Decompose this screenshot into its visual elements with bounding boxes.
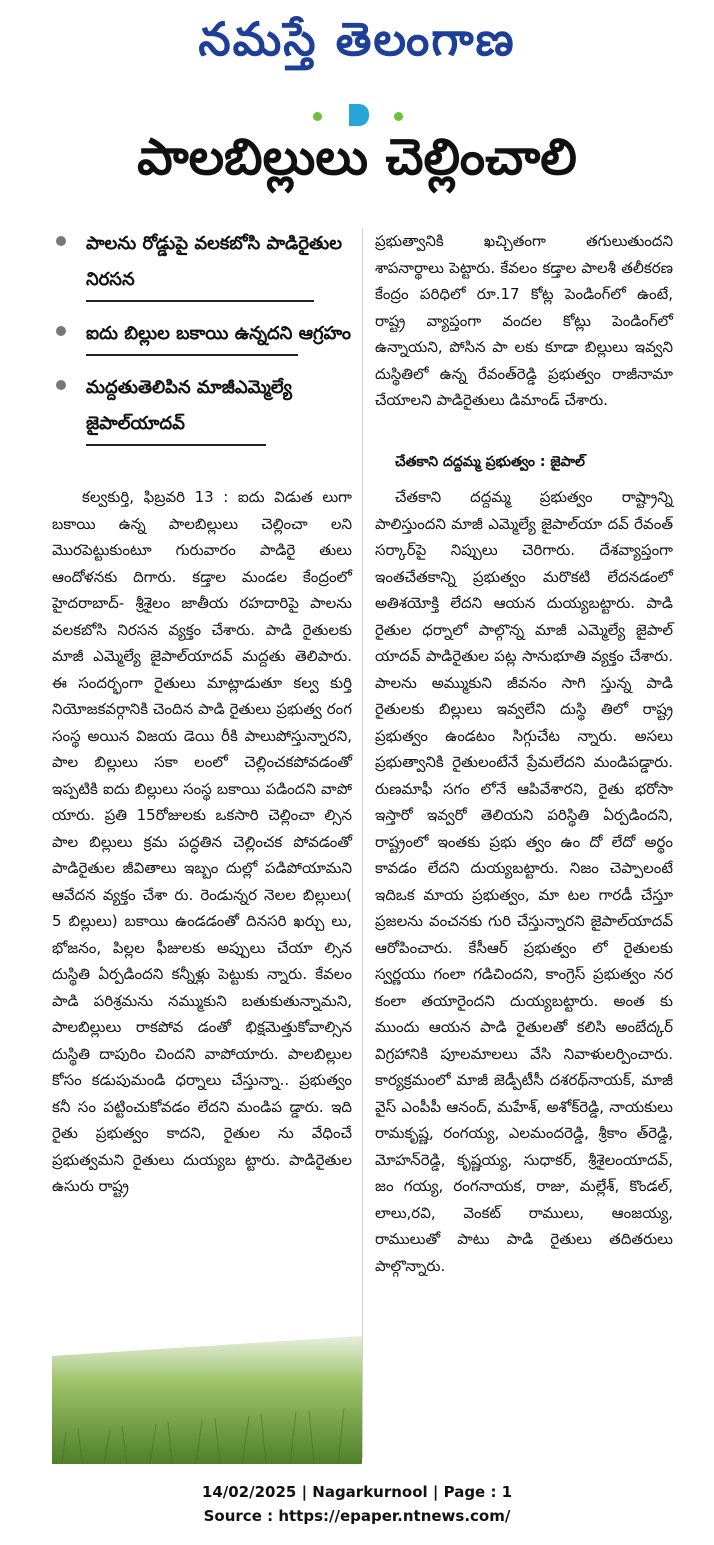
footer-source: Source : https://epaper.ntnews.com/ bbox=[203, 1507, 511, 1525]
ornament-divider bbox=[313, 104, 403, 128]
newspaper-title: నమస్తే తెలంగాణ bbox=[198, 12, 516, 66]
dot-icon bbox=[313, 112, 322, 121]
footer-date-edition: 14/02/2025 | Nagarkurnool | Page : 1 bbox=[201, 1483, 513, 1501]
subhead-item bbox=[52, 316, 352, 356]
grass-field-image bbox=[52, 1336, 362, 1464]
divider bbox=[86, 354, 298, 356]
subhead-text: ఐదు బిల్లుల బకాయి ఉన్నదని ఆగ్రహం bbox=[86, 323, 352, 344]
article-body-left: కల్వకుర్తి, ఫిబ్రవరి 13 : ఐదు విడుత లుగా బకాయి ఉన్న పాలబిల్లులు చెల్లించా లని మొరపెట్టుకుంటూ గురువారం పాడిరై తులు ఆందోళనకు దిగారు. కడ్తాల మండల కేంద్రంలో హైదరాబాద్‌- శ్రీశైలం జాతీయ రహదారిపై పాలను వలకబోసి నిరసన వ్యక్తం చేశారు. పాడి రైతులకు మాజీ ఎమ్మెల్యే జైపాల్‌యాదవ్‌ మద్దతు తెలిపారు. ఈ సందర్భంగా రైతులు మాట్లాడుతూ కల్వ కుర్తి నియోజకవర్గానికి చెందిన పాడి రైతులు ప్రభుత్వ రంగ సంస్థ అయిన విజయ డెయి రీకి పాలుపోస్తున్నారని, పాల బిల్లులు సకా లంలో చెల్లించకపోవడంతో ఇప్పటికి ఐదు బిల్లులు సంస్థ బకాయి పడిందని వాపో యారు. ప్రతి 15రోజులకు ఒకసారి చెల్లించా ల్సిన పాల బిల్లులు క్రమ పద్ధతిన చెల్లించక పోవడంతో పాడిరైతుల జీవితాలు ఇబ్బం దుల్లో పడిపోయామని ఆవేదన వ్యక్తం చేశా రు. రెండున్నర నెలల బిల్లులు( 5 బిల్లులు) బకాయి ఉండడంతో దినసరి ఖర్చు లు, భోజనం, పిల్లల ఫీజులకు అప్పులు చేయా ల్సిన దుస్థితి ఏర్పడిందని కన్నీళ్లు పెట్టుకు న్నారు. కేవలం పాడి పరిశ్రమను నమ్ముకుని బతుకుతున్నామని, పాలబిల్లులు రాకపోవ డంతో భిక్షమెత్తుకోవాల్సిన దుస్థితి దాపురిం చిందని వాపోయారు. పాలబిల్లుల కోసం కడుపుమండి ధర్నాలు చేస్తున్నా.. ప్రభుత్వం కనీ సం పట్టించుకోవడం లేదని మండిప డ్డారు. ఇది రైతు ప్రభుత్వం కాదని, రైతుల ను వేధించే ప్రభుత్వమని రైతులు దుయ్యబ ట్టారు. పాడిరైతుల ఉసురు రాష్ట్ర bbox=[52, 488, 352, 1195]
divider bbox=[86, 300, 314, 302]
article-headline: పాలబిల్లులు చెల్లించాలి bbox=[137, 128, 577, 186]
bullet-icon bbox=[56, 326, 66, 336]
logo-mark-icon bbox=[349, 104, 369, 126]
subhead-item bbox=[52, 226, 352, 302]
field-photo bbox=[52, 1336, 362, 1464]
subhead-text: మద్దతుతెలిపిన మాజీఎమ్మెల్యే జైపాల్‌యాదవ్‌ bbox=[86, 377, 292, 434]
divider bbox=[86, 444, 266, 446]
article-body-right-top: ప్రభుత్వానికి ఖచ్చితంగా తగులుతుందని శాపనార్థాలు పెట్టారు. కేవలం కడ్తాల పాలశీ తలీకరణ కేంద్రం పరిధిలో రూ.17 కోట్ల పెండింగ్‌లో ఉంటే, రాష్ట్ర వ్యాప్తంగా వందల కోట్లు పెండింగ్‌లో ఉన్నాయని, పోసిన పా లకు కూడా బిల్లులు ఇవ్వని దుస్థితిలో ఉన్న రేవంత్‌రెడ్డి ప్రభుత్వం రాజీనామా చేయాలని పాడిరైతులు డిమాండ్‌ చేశారు. bbox=[375, 232, 673, 409]
dot-icon bbox=[394, 112, 403, 121]
subhead-list bbox=[52, 226, 352, 460]
article-body-right-bottom: చేతకాని దద్దమ్మ ప్రభుత్వం రాష్ట్రాన్ని పాలిస్తుందని మాజీ ఎమ్మెల్యే జైపాల్‌యా దవ్‌ రేవంత్‌ సర్కార్‌పై నిప్పులు చెరిగారు. దేశవ్యాప్తంగా ఇంతచేతకాన్ని ప్రభుత్వం మరొకటి లేదనడంలో అతిశయోక్తి లేదని ఆయన దుయ్యబట్టారు. పాడి రైతుల ధర్నాలో పాల్గొన్న మాజీ ఎమ్మెల్యే జైపాల్‌ యాదవ్‌ పాడిరైతుల పట్ల సానుభూతి వ్యక్తం చేశారు. పాలను అమ్ముకుని జీవనం సాగి స్తున్న పాడి రైతులకు బిల్లులు ఇవ్వలేని దుస్థి తిలో రాష్ట్ర ప్రభుత్వం ఉండటం సిగ్గుచేట న్నారు. అసలు ప్రభుత్వానికి రైతులంటేనే ప్రేమలేదని మండిపడ్డారు. రుణమాఫీ సగం లోనే ఆపివేశారని, రైతు భరోసా ఇస్తారో ఇవ్వరో తెలియని పరిస్థితి ఏర్పడిందని, రాష్ట్రంలో ఇంతకు ప్రభు త్వం ఉం దో లేదో అర్థం కావడం లేదని దుయ్యబట్టారు. నిజం చెప్పాలంటే ఇదిఒక మాయ ప్రభుత్వం, మా టల గారడీ చేస్తూ ప్రజలను వంచనకు గురి చేస్తున్నారని జైపాల్‌యాదవ్‌ ఆరోపించారు. కేసీఆర్‌ ప్రభుత్వం లో రైతులకు స్వర్ణయు గంలా గడిచిందని, కాంగ్రెస్‌ ప్రభుత్వం నర కంలా తయారైందని దుయ్యబట్టారు. అంత కు ముందు ఆయన పాడి రైతులతో కలిసి అంబేద్కర్‌ విగ్రహానికి పూలమాలలు వేసి నివాళులర్పించారు. కార్యక్రమంలో మాజీ జెడ్పీటీసీ దశరథ్‌నాయక్‌, మాజీ వైస్‌ ఎంపీపీ ఆనంద్‌, మహేశ్‌, అశోక్‌రెడ్డి, నాయకులు రామకృష్ణ, రంగయ్య, ఎలమందరెడ్డి, శ్రీకాం త్‌రెడ్డి, మోహన్‌రెడ్డి, కృష్ణయ్య, సుధాకర్‌, శ్రీశైలంయాదవ్‌, జం గయ్య, రంగనాయక, రాజు, మల్లేశ్‌, కొండల్‌, లాలు,రవి, వెంకట్‌ రాములు, ఆంజయ్య, రాములుతో పాటు పాడి రైతులు తదితరులు పాల్గొన్నారు. bbox=[375, 488, 674, 1275]
subhead-item bbox=[52, 370, 352, 446]
bullet-icon bbox=[56, 236, 66, 246]
subhead-text: పాలను రోడ్డుపై వలకబోసి పాడిరైతుల నిరసన bbox=[86, 233, 343, 290]
bullet-icon bbox=[56, 380, 66, 390]
section-subheading: చేతకాని దద్దమ్మ ప్రభుత్వం : జైపాల్‌ bbox=[395, 454, 585, 470]
column-divider bbox=[362, 228, 363, 1458]
